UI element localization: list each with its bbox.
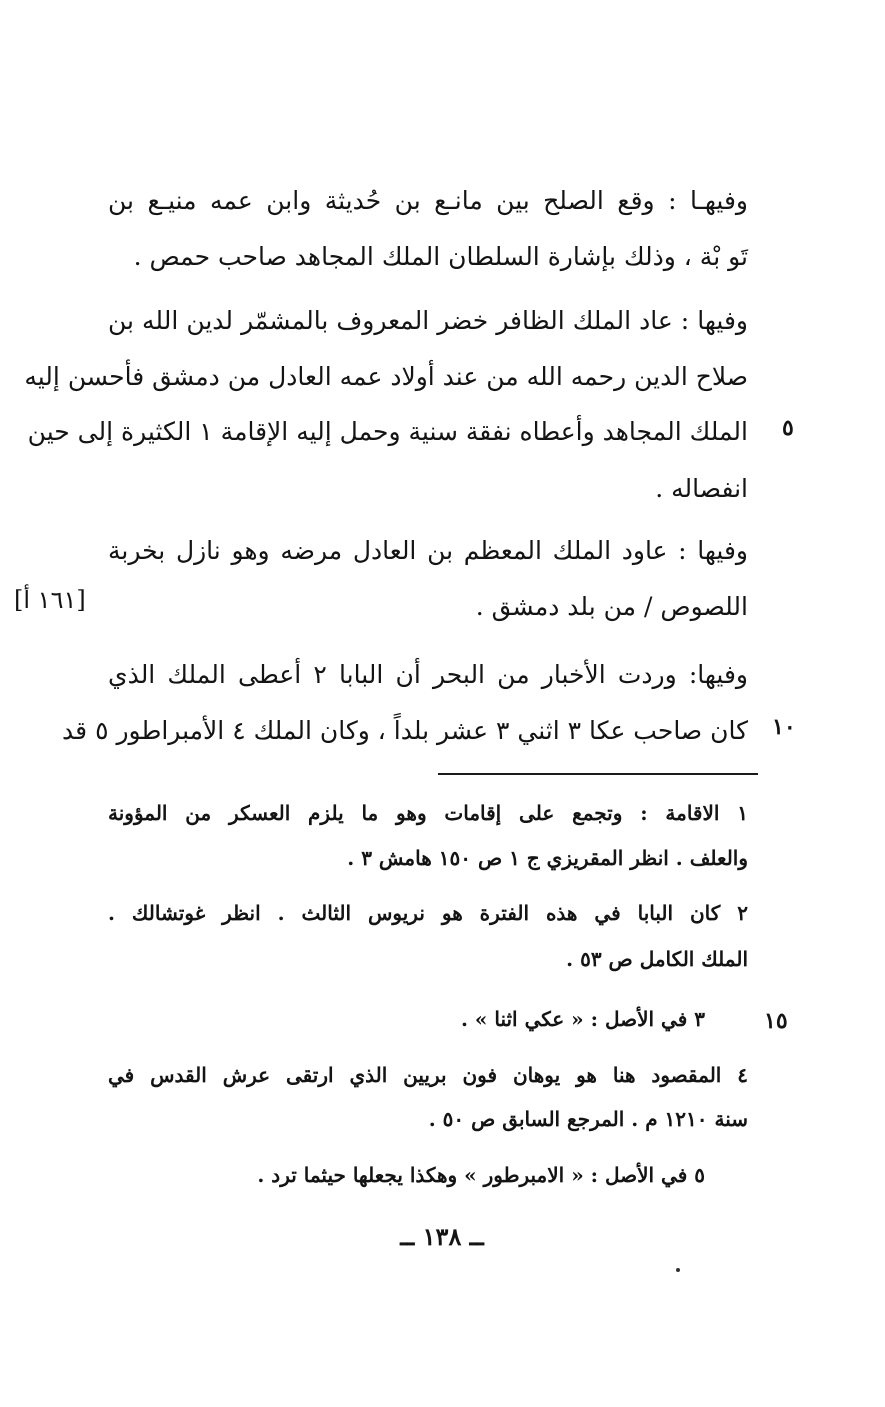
footnote-1-line-1: ١ الاقامة : وتجمع على إقامات وهو ما يلزم العسكر من المؤونة [108, 801, 748, 825]
folio-reference: [١٦١ أ] [14, 586, 86, 614]
footnote-5: ٥ في الأصل : « الامبرطور » وهكذا يجعلها حيثما ترد . [257, 1163, 705, 1187]
body-line-9: وفيها: وردت الأخبار من البحر أن البابا ٢ أعطى الملك الذي [108, 660, 748, 689]
margin-line-number-5: ٥ [782, 415, 794, 441]
footnote-separator [438, 773, 758, 775]
footnote-2-line-2: الملك الكامل ص ٥٣ . [566, 947, 748, 971]
body-line-5: الملك المجاهد وأعطاه نفقة سنية وحمل إليه الإقامة ١ الكثيرة إلى حين [27, 417, 748, 446]
page-number: ــ ١٣٨ ــ [400, 1222, 484, 1251]
margin-line-number-15: ١٥ [764, 1008, 788, 1034]
body-line-7: وفيها : عاود الملك المعظم بن العادل مرضه وهو نازل بخربة [108, 536, 748, 565]
body-line-1: وفيهـا : وقع الصلح بين مانـع بن حُديثة وابن عمه منيـع بن [108, 186, 748, 215]
body-line-3: وفيها : عاد الملك الظافر خضر المعروف بالمشمّر لدين الله بن [108, 306, 748, 335]
footnote-4-line-2: سنة ١٢١٠ م . المرجع السابق ص ٥٠ . [428, 1107, 748, 1131]
body-line-2: تَو بْة ، وذلك بإشارة السلطان الملك المجاهد صاحب حمص . [133, 242, 748, 271]
footnote-3: ٣ في الأصل : « عكي اثنا » . [460, 1007, 705, 1031]
ink-speck [676, 1268, 680, 1272]
body-line-6: انفصاله . [655, 474, 748, 503]
body-line-4: صلاح الدين رحمه الله من عند أولاد عمه العادل من دمشق فأحسن إليه [24, 362, 748, 391]
margin-line-number-10: ١٠ [772, 714, 796, 740]
footnote-2-line-1: ٢ كان البابا في هذه الفترة هو نريوس الثالث . انظر غوتشالك . [108, 901, 748, 925]
footnote-4-line-1: ٤ المقصود هنا هو يوهان فون بريين الذي ارتقى عرش القدس في [108, 1063, 748, 1087]
footnote-1-line-2: والعلف . انظر المقريزي ج ١ ص ١٥٠ هامش ٣ . [347, 846, 748, 870]
body-line-10: كان صاحب عكا ٣ اثني ٣ عشر بلداً ، وكان الملك ٤ الأمبراطور ٥ قد [62, 716, 748, 745]
body-line-8: اللصوص / من بلد دمشق . [475, 592, 748, 621]
